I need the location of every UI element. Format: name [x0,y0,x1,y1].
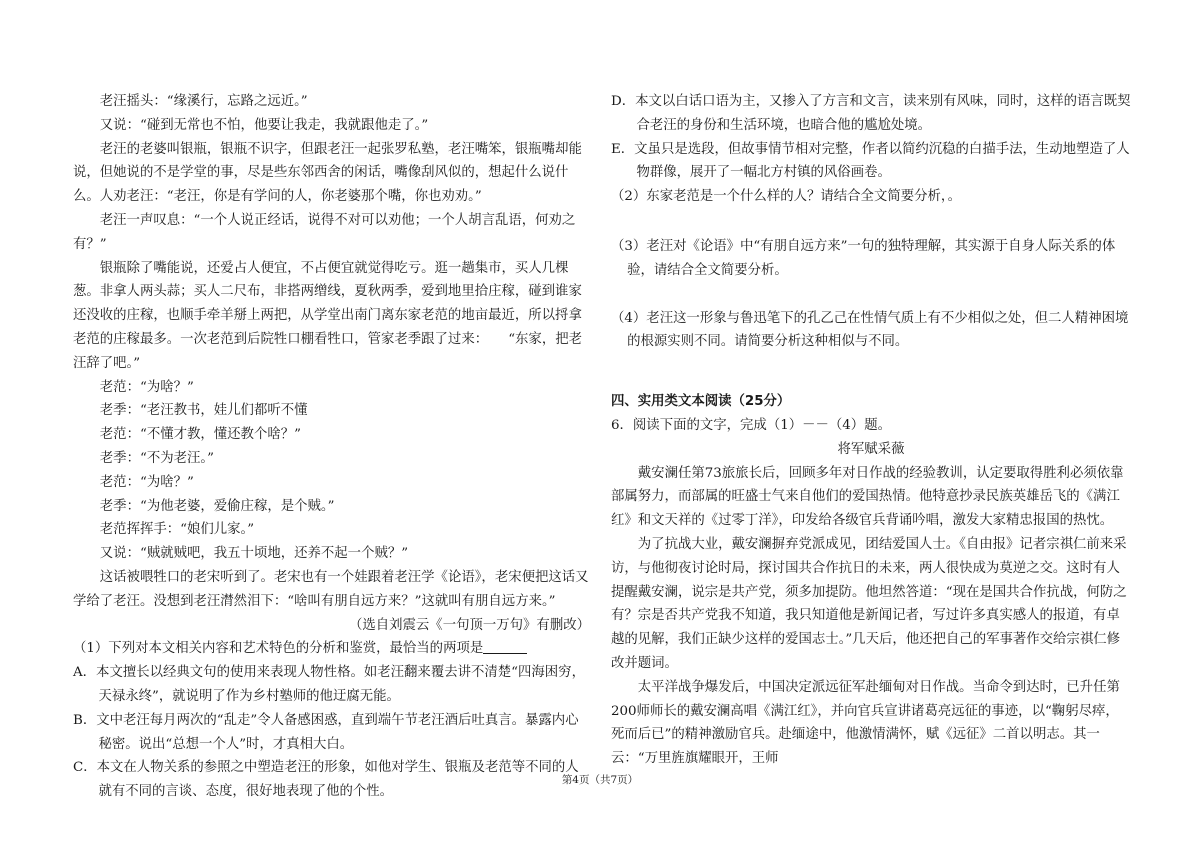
right-paragraph-10 [611,438,1131,462]
left-paragraph-7 [73,423,590,447]
paragraph-text: 将军赋采薇 [837,441,905,457]
paragraph-text: C．本文在人物关系的参照之中塑造老汪的形象，如他对学生、银瓶及老范等不同的人就有不同的言谈、态度，很好地表现了他的个性。 [73,760,579,800]
paragraph-text: 戴安澜任第73旅旅长后，回顾多年对日作战的经验教训，认定要取得胜利必须依靠部属努力，而部属的旺盛士气来自他们的爱国热情。他特意抄录民族英雄岳飞的《满江红》和文天祥的《过零丁洋》，印发给各级官兵背诵吟唱，激发大家精忠报国的热忱。 [611,465,1124,529]
right-column [611,90,1131,771]
paragraph-text: B．文中老汪每月两次的“乱走”令人备感困惑，直到端午节老汪酒后吐真言。暴露内心秘密。说出“总想一个人”时，才真相大白。 [73,712,579,752]
paragraph-text: D．本文以白话口语为主，又掺入了方言和文言，读来别有风味，同时，这样的语言既契合老汪的身份和生活环境，也暗合他的尴尬处境。 [611,94,1131,133]
paragraph-text: 老汪的老婆叫银瓶，银瓶不识字，但跟老汪一起张罗私塾，老汪嘴笨，银瓶嘴却能说，但她说的不是学堂的事，尽是些东邻西舍的闲话，嘴像刮风似的，想起什么说什么。人劝老汪：“老汪，你是有学问的人，你老婆那个嘴，你也劝劝。” [73,141,582,205]
paragraph-text: 为了抗战大业，戴安澜摒弃党派成见，团结爱国人士。《自由报》记者宗祺仁前来采访，与他彻夜讨论时局，探讨国共合作抗日的未来，两人很快成为莫逆之交。这时有人提醒戴安澜，说宗是共产党，须多加提防。他坦然答道：“现在是国共合作抗战，何防之有？宗是否共产党我不知道，我只知道他是新闻记者，写过许多真实感人的报道，有卓越的见解，我们正缺少这样的爱国志士。”几天后，他还把自己的军事著作交给宗祺仁修改并题词。 [611,536,1127,671]
paragraph-text: 6．阅读下面的文字，完成（1）－－（4）题。 [611,417,891,433]
paragraph-text: 四、实用类文本阅读（25分） [611,394,791,410]
left-paragraph-5 [73,376,590,400]
paragraph-text: 又说：“碰到无常也不怕，他要让我走，我就跟他走了。” [99,117,429,133]
right-paragraph-11 [611,462,1131,533]
right-paragraph-9 [611,414,1131,438]
paragraph-text: 这话被喂牲口的老宋听到了。老宋也有一个娃跟着老汪学《论语》，老宋便把这话又学给了老汪。没想到老汪潸然泪下：“啥叫有朋自远方来？”这就叫有朋自远方来。” [73,569,589,609]
right-paragraph-8 [611,390,1131,414]
paragraph-text: 老范：“不懂才教，懂还教个啥？” [99,427,301,443]
paragraph-text: （1）下列对本文相关内容和艺术特色的分析和鉴赏，最恰当的两项是 [73,641,484,657]
right-paragraph-6 [611,307,1131,355]
paragraph-text: 老季：“为他老婆，爱偷庄稼，是个贼。” [99,498,335,514]
answer-blank[interactable] [483,640,527,654]
page-footer: 第4页（共7页） [561,774,639,786]
paragraph-text: 老范：“为啥？” [99,474,194,490]
left-paragraph-1 [73,114,590,138]
paragraph-text: 银瓶除了嘴能说，还爱占人便宜，不占便宜就觉得吃亏。逛一趟集市，买人几棵葱。非拿人两头蒜；买人二尺布，非搭两缯线，夏秋两季，爱到地里拾庄稼，碰到谁家还没收的庄稼，也顺手牵羊掰上两把，从学堂出南门离东家老范的地亩最近，所以捋拿老范的庄稼最多。一次老范到后院牲口棚看牲口，管家老季跟了过来： “东家，把老汪辞了吧。” [73,260,582,371]
left-paragraph-15 [73,637,590,661]
paragraph-text: E．文虽只是选段，但故事情节相对完整，作者以简约沉稳的白描手法，生动地塑造了人物群像，展开了一幅北方村镇的风俗画卷。 [611,141,1130,181]
left-paragraph-11 [73,518,590,542]
right-paragraph-0 [611,90,1131,138]
paragraph-text: 老汪一声叹息：“一个人说正经话，说得不对可以劝他；一个人胡言乱语，何劝之有？” [73,212,576,252]
left-paragraph-3 [73,209,590,257]
left-paragraph-12 [73,542,590,566]
paragraph-text: 老季：“不为老汪。” [99,450,214,466]
left-paragraph-9 [73,471,590,495]
paragraph-text: （4）老汪这一形象与鲁迅笔下的孔乙己在性情气质上有不少相似之处，但二人精神困境的根源实则不同。请简要分析这种相似与不同。 [611,310,1129,350]
paragraph-text: A．本文擅长以经典文句的使用来表现人物性格。如老汪翻来覆去讲不清楚“四海困穷，天禄永终”，就说明了作为乡村塾师的他迂腐无能。 [73,665,585,704]
paragraph-text: 老范：“为啥？” [99,379,194,395]
right-paragraph-2 [611,185,1131,209]
paragraph-text: （3）老汪对《论语》中“有朋自远方来”一句的独特理解，其实源于自身人际关系的体验，请结合全文简要分析。 [611,238,1116,278]
answer-space [611,354,1131,390]
answer-space [611,209,1131,235]
left-column [73,90,590,804]
left-paragraph-8 [73,447,590,471]
right-paragraph-13 [611,676,1131,771]
left-paragraph-4 [73,257,590,376]
right-paragraph-12 [611,533,1131,676]
paragraph-text: （选自刘震云《一句顶一万句》有删改） [348,617,590,633]
paragraph-text: 老范挥挥手：“娘们儿家。” [99,522,255,538]
left-paragraph-10 [73,495,590,519]
left-paragraph-14 [73,614,590,638]
paragraph-text: 老汪摇头：“缘溪行，忘路之远近。” [99,94,308,109]
right-paragraph-1 [611,138,1131,186]
left-paragraph-0 [73,90,590,114]
paragraph-text: 太平洋战争爆发后，中国决定派远征军赴缅甸对日作战。当命令到达时，已升任第200师师长的戴安澜高唱《满江红》，并向官兵宣讲诸葛亮远征的事迹，以“鞠躬尽瘁，死而后已”的精神激励官兵。赴缅途中，他激情满怀，赋《远征》二首以明志。其一云：“万里旌旗耀眼开，王师 [611,679,1120,767]
answer-space [611,283,1131,307]
right-paragraph-4 [611,235,1131,283]
left-paragraph-16 [73,661,590,709]
left-paragraph-2 [73,138,590,209]
left-paragraph-6 [73,399,590,423]
left-paragraph-17 [73,709,590,757]
left-paragraph-13 [73,566,590,614]
paragraph-text: 又说：“贼就贼吧，我五十顷地，还养不起一个贼？” [99,546,409,562]
paragraph-text: （2）东家老范是一个什么样的人？请结合全文简要分析，。 [611,189,961,205]
paragraph-text: 老季：“老汪教书，娃儿们都听不懂 [99,403,308,419]
